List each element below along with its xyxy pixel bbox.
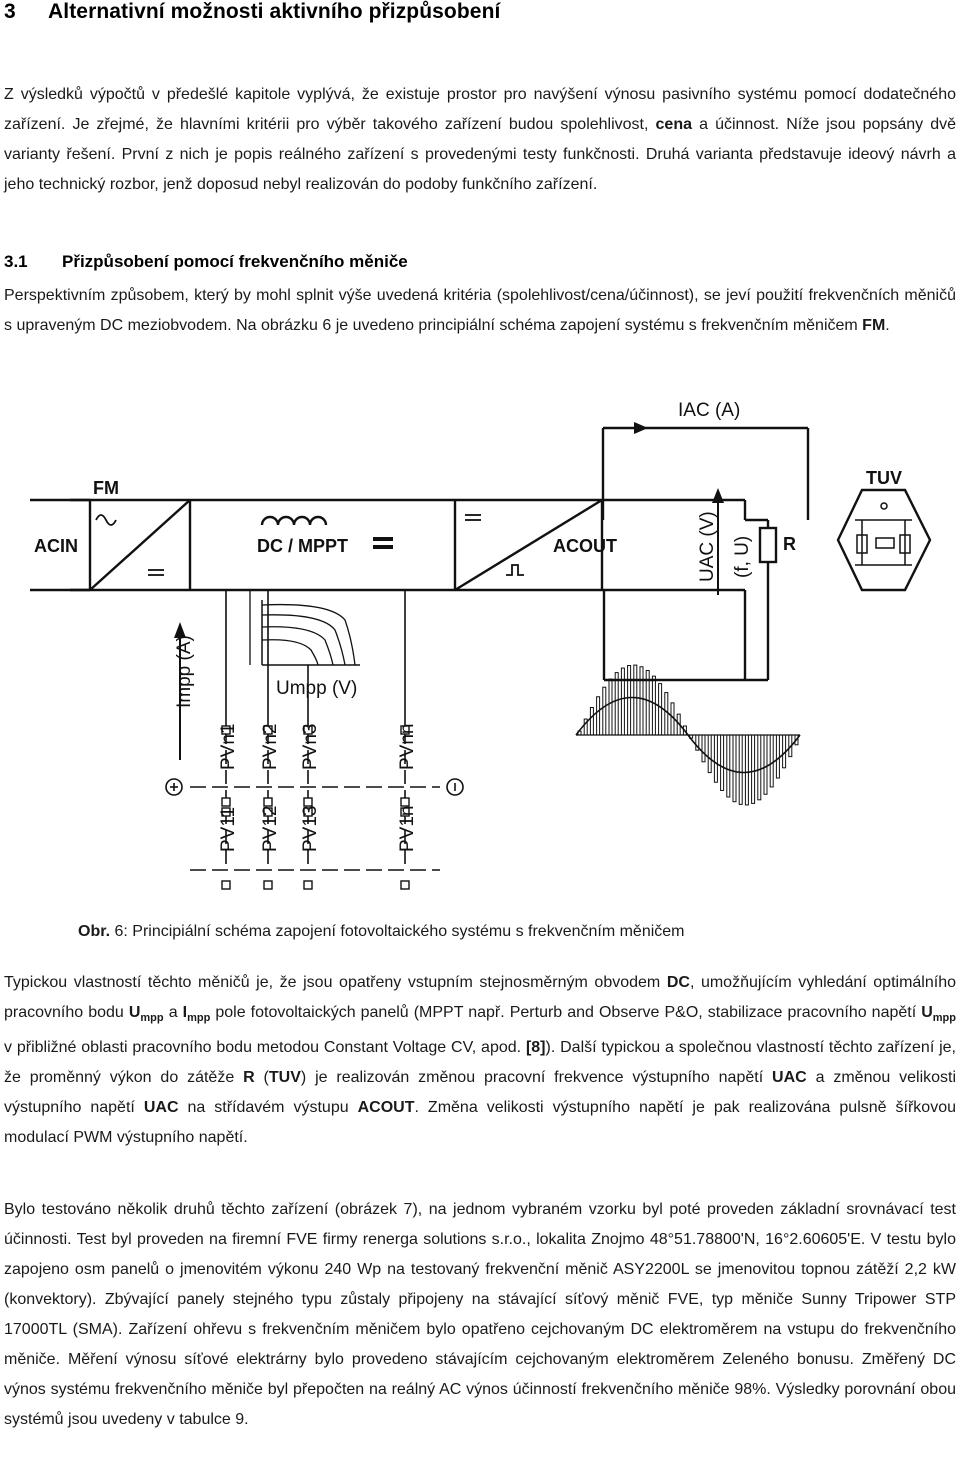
pwm-bar [652,676,655,735]
iv-curve-1 [262,605,355,665]
pwm-bar [621,668,624,735]
p2-text-9: a změnou velikosti výstupního napětí [4,1069,957,1116]
paragraph-2 [4,968,956,1153]
p2-bold-dc: DC [666,974,690,991]
pwm-bar [603,687,606,735]
section-text: Perspektivním způsobem, který by mohl splnit výše uvedená kritéria (spolehlivost/cena/účinnost), se jeví použití frekvenčních měničů s upraveným DC meziobvodem. Na obrázku 6 je uvedeno principiální schéma zapojení systému s frekvenčním měničem [4,287,956,334]
section-text-end: . [885,317,890,334]
iv-curve-3 [262,627,333,665]
pwm-bar [745,735,748,805]
pwm-bar [758,735,761,800]
pv-module-box [222,881,230,889]
p2-bold-u: U [128,1004,141,1021]
pwm-bar [659,684,662,735]
pwm-bar [714,735,717,782]
inductor-symbol [262,517,326,525]
uac-label: UAC (V) [697,511,718,582]
p2-bold-tuv: TUV [268,1069,301,1086]
square-wave-symbol [506,565,524,575]
pwm-bar [590,707,593,735]
iac-arrowhead-icon [634,422,648,434]
pwm-bar [671,703,674,735]
intro-bold-cena: cena [655,116,692,133]
p2-bold-uac: UAC [772,1069,807,1086]
pwm-bar [770,735,773,787]
chapter-title: Alternativní možnosti aktivního přizpůsobení [48,0,501,23]
pwm-bar [597,697,600,735]
intro-text-2: a účinnost. Níže jsou popsány dvě varianty řešení. První z nich je popis reálného zařízení s provedenými testy funkčnosti. Druhá varianta představuje ideový návrh a jeho technický rozbor, jenž doposud nebyl realizován do podoby funkčního zařízení. [4,116,956,193]
r-label: R [783,534,796,554]
fm-label: FM [93,478,119,498]
umpp-label: Umpp (V) [276,678,358,699]
section-number: 3.1 [4,252,28,271]
dcmppt-label: DC / MPPT [257,536,349,556]
p2-text-4: pole fotovoltaických panelů (MPPT např. Perturb and Observe P&O, stabilizace pracovního napětí [215,1004,917,1021]
section-bold-fm: FM [862,317,886,334]
pv-label-nn: PVnn [397,723,418,770]
pwm-bar [634,665,637,735]
intro-text-1: Z výsledků výpočtů v předešlé kapitole vyplývá, že existuje prostor pro navýšení výnosu pasivního systému pomocí dodatečného zařízení. Je zřejmé, že hlavními kritérii pro výběr takového zařízení budou spolehlivost, [4,86,956,133]
pv-label-n1: PVn1 [218,723,239,770]
p2-bold-r: R [243,1069,255,1086]
p2-text-11: . Změna velikosti výstupního napětí je pak realizována pulsně šířkovou modulací PWM výstupního napětí. [4,1099,956,1146]
impp-label: Impp (A) [174,635,195,708]
pwm-bar [628,666,631,735]
pwm-bar [615,673,618,735]
pwm-bar [708,735,711,773]
pv-label-13: PV13 [300,805,321,852]
pv-label-12: PV12 [260,805,281,852]
tuv-label: TUV [866,468,902,488]
section-title: Přizpůsobení pomocí frekvenčního měniče [62,252,408,271]
pwm-bar [727,735,730,797]
pwm-bar [721,735,724,790]
pwm-bar [584,719,587,735]
p2-sub-mpp-1: mpp [140,1012,164,1024]
resistor-r [760,528,776,562]
pwm-bar [702,735,705,762]
pv-label-n3: PVn3 [300,723,321,770]
pwm-bar [733,735,736,802]
pv-module-box [304,881,312,889]
acout-label: ACOUT [553,536,617,556]
pv-module-box [401,881,409,889]
p2-text-2: , umožňujícím vyhledání optimálního pracovního bodu [4,974,957,1021]
p2-text-8: ) je realizován změnou pracovní frekvence výstupního napětí [300,1069,764,1086]
p2-ref: [8] [525,1039,546,1056]
pv-module-box [264,881,272,889]
pv-label-1n: PV1n [397,805,418,852]
p2-text-10: na střídavém výstupu [187,1099,349,1116]
p2-bold-i: I [182,1004,188,1021]
p2-text-5: v přibližné oblasti pracovního bodu metodou Constant Voltage CV, apod. [4,1039,522,1056]
p2-text-7: ( [263,1069,269,1086]
pwm-bar [665,693,668,735]
p2-bold-acout: ACOUT [357,1099,415,1116]
figure-caption [78,917,685,947]
pwm-bar [776,735,779,778]
p2-text-3: a [168,1004,178,1021]
p2-text-1: Typickou vlastností těchto měničů je, že jsou opatřeny vstupním stejnosměrným obvodem [4,974,661,991]
pwm-bar [640,667,643,735]
paragraph-3: Bylo testováno několik druhů těchto zařízení (obrázek 7), na jednom vybraném vzorku byl poté proveden základní srovnávací test účinnosti. Test byl proveden na firemní FVE firmy renerga solutions s.r.o., lokalita Znojmo 48°51.78800'N, 16°2.60605'E. V testu bylo zapojeno osm panelů o jmenovitém výkonu 240 Wp na testovaný frekvenční měnič ASY2200L se jmenovitou topnou zátěží 2,2 kW (konvektory). Zbývající panely stejného typu zůstaly připojeny na stávající síťový měnič FVE, typ měniče Sunny Tripower STP 17000TL (SMA). Zařízení ohřevu s frekvenčním měničem bylo opatřeno cejchovaným DC elektroměrem na vstupu do frekvenčního měniče. Měření výnosu síťové elektrárny bylo provedeno stávajícím cejchovaným elektroměrem Zeleného bonusu. Změřený DC výnos systému frekvenčního měniče byl přepočten na reálný AC výnos účinností frekvenčního měniče 98%. Výsledky porovnání obou systémů jsou uvedeny v tabulce 9. [4,1201,956,1428]
tuv-terminal [881,503,887,509]
acin-label: ACIN [34,536,78,556]
tuv-resistor-2 [876,538,894,548]
acdc-diagonal [90,500,190,590]
caption-prefix: Obr. [78,923,111,940]
tuv-hexagon [838,490,930,590]
pv-module-box [304,798,312,806]
chapter-number: 3 [4,0,16,23]
pwm-bar [764,735,767,794]
pv-module-box [264,798,272,806]
p2-sub-mpp-3: mpp [932,1012,957,1024]
pwm-bar [739,735,742,804]
fu-label: (f, U) [732,535,753,578]
pv-label-n2: PVn2 [260,723,281,770]
iac-label: IAC (A) [678,400,741,421]
pv-label-11: PV11 [218,806,239,852]
pwm-bar [609,679,612,735]
pwm-bar [696,735,699,750]
pv-module-box [401,798,409,806]
pwm-bar [690,735,693,738]
p2-bold-uac-2: UAC [143,1099,179,1116]
iv-curve-4 [262,640,318,665]
pv-module-box [222,798,230,806]
p2-text-6: ). Další typickou a společnou vlastností těchto zařízení je, že proměnný výkon do zátěže [4,1039,957,1086]
pwm-bar [783,735,786,768]
p2-bold-u-2: U [921,1004,933,1021]
caption-number: 6 [114,923,124,940]
caption-text: : Principiální schéma zapojení fotovoltaického systému s frekvenčním měničem [123,923,685,940]
pwm-bar [752,735,755,803]
p2-sub-mpp-2: mpp [187,1012,211,1024]
uac-arrowhead-icon [712,488,724,503]
sine-symbol [96,515,116,525]
